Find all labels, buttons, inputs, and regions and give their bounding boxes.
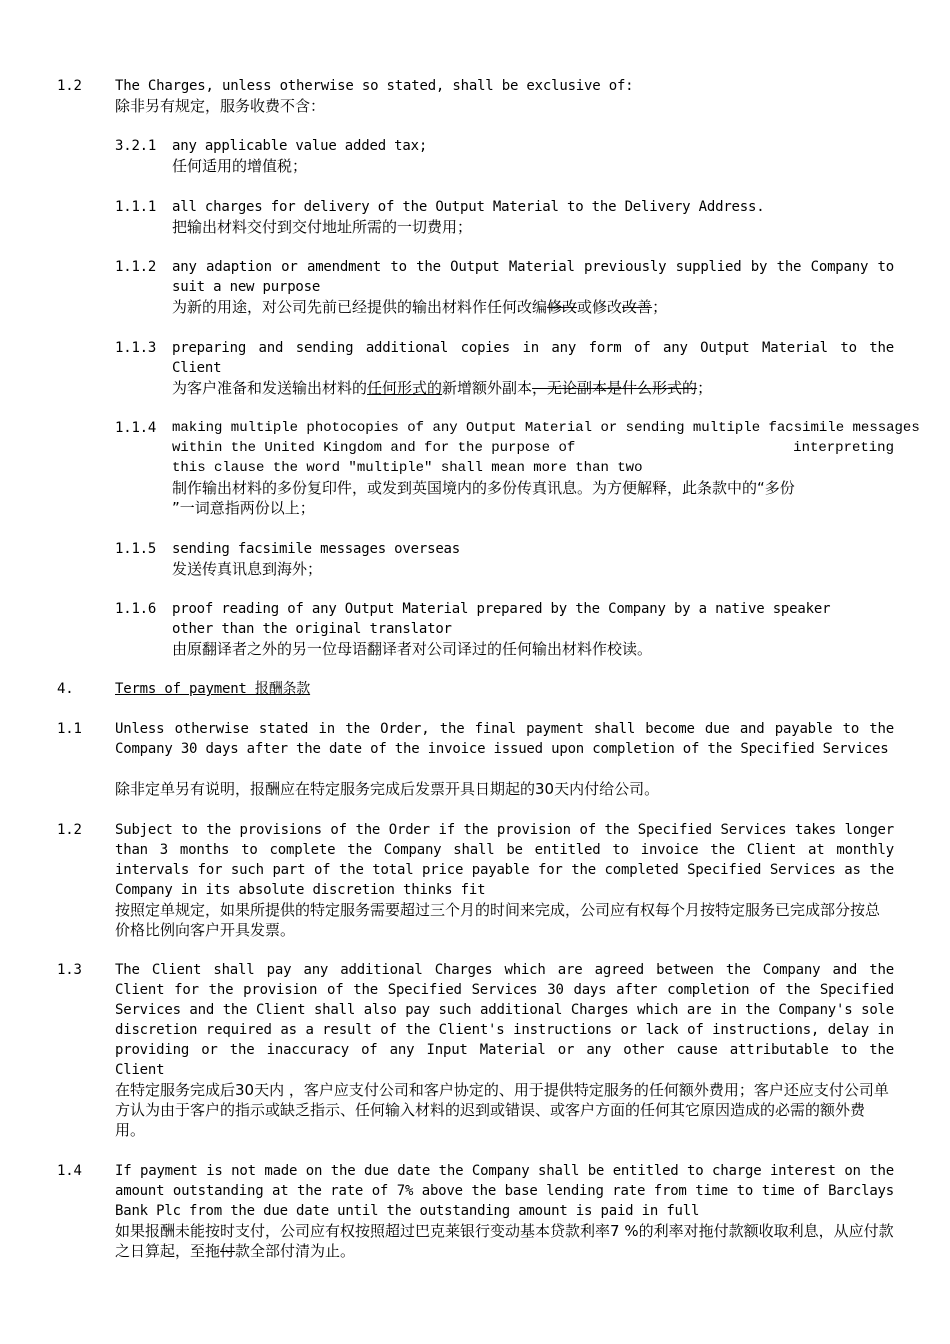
clause-number: 1.3 [57, 962, 82, 978]
clause-number: 3.2.1 [115, 138, 157, 154]
text-line: making multiple photocopies of any Output Material or sending multiple facsimile messages [172, 420, 920, 436]
text-run: 为新的用途，对公司先前已经提供的输出材料作任何改编 [172, 298, 548, 316]
text-line [172, 438, 894, 458]
clause-number: 1.1.1 [115, 199, 157, 215]
clause-number: 1.1.5 [115, 541, 157, 557]
clause-chinese: 发送传真讯息到海外； [172, 560, 323, 578]
section-heading: Terms of payment 报酬条款 [115, 681, 311, 697]
text-line: ”一词意指两份以上； [172, 499, 315, 517]
clause-number: 1.1.2 [115, 259, 157, 275]
clause-english: The Charges, unless otherwise so stated, shall be exclusive of: [115, 78, 634, 94]
clause-english: Subject to the provisions of the Order if the provision of the Specified Services takes longer than 3 months to complete the Company shall be entitled to invoice the Client at monthly intervals for such part of the total price payable for the completed Specified Services as the Company in its absolute discretion thinks fit [115, 822, 894, 898]
text-run: ； [697, 379, 713, 397]
text-line: this clause the word "multiple" shall mean more than two [172, 460, 643, 476]
clause-english: If payment is not made on the due date the Company shall be entitled to charge interest on the amount outstanding at the rate of 7% above the base lending rate from time to time of Barclays Bank Plc from the due date until the outstanding amount is paid in full [115, 1163, 894, 1219]
clause-number: 1.1.4 [115, 420, 157, 436]
clause-chinese: 除非定单另有说明，报酬应在特定服务完成后发票开具日期起的30天内付给公司。 [115, 780, 660, 798]
clause-number: 1.2 [57, 78, 82, 94]
clause-english: preparing and sending additional copies in any form of any Output Material to the Client [172, 340, 894, 376]
section-number: 4. [57, 681, 74, 697]
underlined-text: 任何形式的 [367, 379, 443, 397]
clause-number: 1.2 [57, 822, 82, 838]
clause-english: all charges for delivery of the Output Material to the Delivery Address. [172, 199, 765, 215]
clause-chinese: 在特定服务完成后30天内 ，客户应支付公司和客户协定的、用于提供特定服务的任何额外费用；客户还应支付公司单方认为由于客户的指示或缺乏指示、任何输入材料的迟到或错误、或客户方面的任何其它原因造成的必需的额外费用。 [115, 1081, 889, 1139]
struck-text: 修改 [547, 298, 578, 316]
struck-text: ，无论副本是什么形式的 [532, 379, 698, 397]
clause-english: sending facsimile messages overseas [172, 541, 461, 557]
clause-number: 1.1.3 [115, 340, 157, 356]
text-run: 如果报酬未能按时支付，公司应有权按照超过巴克莱银行变动基本贷款利率7 %的利率对拖付款额收取利息，从应付款之日算起，至拖 [115, 1222, 894, 1260]
clause-chinese: 由原翻译者之外的另一位母语翻译者对公司译过的任何输出材料作校读。 [172, 640, 653, 658]
text-run: 款全部付清为止。 [235, 1242, 356, 1260]
struck-text: 改善 [622, 298, 653, 316]
text-run: ； [652, 298, 668, 316]
clause-number: 1.1 [57, 721, 82, 737]
clause-english: any adaption or amendment to the Output Material previously supplied by the Company to suit a new purpose [172, 259, 894, 295]
clause-number: 1.4 [57, 1163, 82, 1179]
clause-english: proof reading of any Output Material prepared by the Company by a native speaker other than the original translator [172, 601, 831, 637]
clause-chinese: 把输出材料交付到交付地址所需的一切费用； [172, 218, 473, 236]
text-run: interpreting [793, 440, 894, 456]
clause-chinese: 除非另有规定，服务收费不含： [115, 97, 326, 115]
text-run: 或修改 [577, 298, 623, 316]
clause-number: 1.1.6 [115, 601, 157, 617]
clause-english: Unless otherwise stated in the Order, the final payment shall become due and payable to the Company 30 days after the date of the invoice issued upon completion of the Specified Services [115, 721, 894, 757]
clause-1-2-text [115, 76, 895, 96]
clause-english: any applicable value added tax; [172, 138, 428, 154]
text-line: 制作输出材料的多份复印件，或发到英国境内的多份传真讯息。为方便解释，此条款中的“多份 [172, 479, 795, 497]
clause-chinese: 任何适用的增值税； [172, 157, 308, 175]
text-run: within the United Kingdom and for the purpose of [172, 440, 576, 456]
struck-text: 付 [220, 1242, 236, 1260]
clause-chinese [172, 378, 894, 398]
clause-chinese [172, 478, 894, 518]
text-run: 新增额外副本 [442, 379, 533, 397]
clause-chinese [115, 1221, 894, 1261]
clause-chinese [172, 297, 894, 317]
text-run: 为客户准备和发送输出材料的 [172, 379, 368, 397]
clause-chinese: 按照定单规定，如果所提供的特定服务需要超过三个月的时间来完成，公司应有权每个月按特定服务已完成部分按总价格比例向客户开具发票。 [115, 901, 881, 939]
clause-english [172, 418, 920, 478]
clause-english: The Client shall pay any additional Charges which are agreed between the Company and the Client for the provision of the Specified Services 30 days after completion of the Specified Services and the Client shall also pay such additional Charges which are in the Company's sole discretion required as a result of the Client's instructions or lack of instructions, delay in providing or the inaccuracy of any Input Material or any other cause attributable to the Client [115, 962, 894, 1078]
